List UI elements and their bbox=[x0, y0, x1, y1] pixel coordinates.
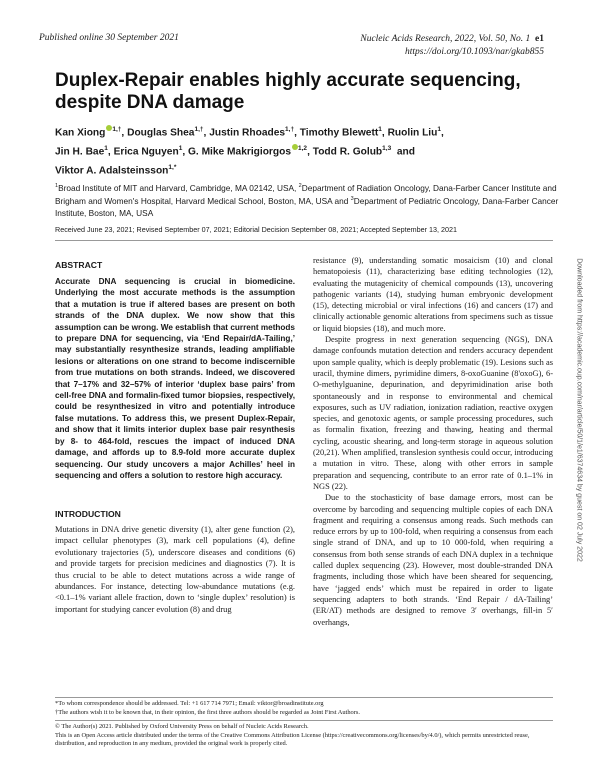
footnote-divider bbox=[55, 697, 553, 698]
author-name: Kan Xiong bbox=[55, 127, 106, 139]
author-name: Timothy Blewett bbox=[299, 127, 379, 139]
introduction-heading: INTRODUCTION bbox=[55, 509, 121, 519]
abstract-heading: ABSTRACT bbox=[55, 260, 103, 270]
journal-citation: Nucleic Acids Research, 2022, Vol. 50, No. 1 bbox=[360, 34, 531, 44]
license-text: This is an Open Access article distributed under the terms of the Creative Commons Attribution License (https://creativecommons.org/licenses/by/4.0/), which permits unrestricted reuse, distribution, and reproduction in any medium, provided the original work is properly cited. bbox=[55, 731, 530, 748]
license-block bbox=[55, 723, 560, 749]
author-name: Douglas Shea bbox=[127, 127, 195, 139]
submission-dates: Received June 23, 2021; Revised September 07, 2021; Editorial Decision September 08, 2021; Accepted September 13, 2021 bbox=[55, 225, 457, 234]
author-conjunction: and bbox=[396, 146, 415, 158]
author-name: Erica Nguyen bbox=[113, 146, 179, 158]
paragraph: Despite progress in next generation sequencing (NGS), DNA damage confounds mutation detection and renders accuracy dependent upon sample quality, which is deeply problematic (19). Lesions such as uracil, thymine dimers, pyrimidine dimers, 8-oxoGuanine (8'oxoG), 6-O-methylguanine, depurination, and depyrimidination arise both spontaneously and in response to environmental and chemical exposures, such as UV radiation, ionization radiation, reactive oxygen species, and genotoxic agents, or sample processing procedures, such as formalin fixation, freezing and thawing, heating and thermal cycling, acoustic shearing, and long-term storage in aqueous solution (20,21). When amplified, translesion synthesis could occur, introducing a mutation in vitro. These, along with other errors in sample preparation and sequencing, contribute to an error rate of 0.1–1% in NGS (22). bbox=[313, 335, 553, 491]
joint-author-note: †The authors wish it to be known that, in their opinion, the first three authors should be regarded as Joint First Authors. bbox=[55, 708, 360, 716]
introduction-text: Mutations in DNA drive genetic diversity (1), alter gene function (2), impact cellular phenotypes (3), mark cell populations (4), define evolutionary trajectories (5), underscore diseases and conditions (6) and provide targets for precision medicines and diagnostics (7). It is thus crucial to be able to detect mutations across a wide range of abundances. For instance, detecting low-abundance mutations (e.g. <0.1–1% variant allele fraction, down to ‘single duplex’ resolution) is important for studying cancer evolution (8) and drug bbox=[55, 525, 295, 614]
paragraph: resistance (9), understanding somatic mosaicism (10) and clonal hematopoiesis (11), characterizing base editing technologies (12), evaluating the mutagenicity of chemical compounds (13), uncovering pathogenic variants (14), studying human embryonic development (15), detecting microbial or viral infections (16) and cancers (17) and clinically actionable genomic alterations from specimens such as tissue or liquid biopsies (18), and much more. bbox=[313, 256, 553, 333]
paragraph: Due to the stochasticity of base damage errors, most can be overcome by barcoding and sequencing multiple copies of each DNA fragment and requiring a consensus among reads. Such methods can reduce errors by up to 100-fold, when requiring a consensus from each single strand of DNA, and up to 10 000-fold, when requiring a consensus from both sense strands of each DNA duplex in a technique called duplex sequencing (23). However, most double-stranded DNA fragments, including those which have been sheared for sequencing, have ‘jagged ends’ which must be repaired in order to ligate sequencing adapters to both strands. ‘End Repair / dA-Tailing’ (ER/AT) methods are designed to remove 3′ overhangs, fill-in 5′ overhangs, bbox=[313, 493, 553, 627]
divider bbox=[55, 240, 553, 241]
affiliations: $^1$Broad Institute of MIT and Harvard, Cambridge, MA 02142, USA, $^2$Department of Radiation Oncology, Dana-Farber Cancer Institute and Brigham and Women's Hospital, Harvard Medical School, Boston, MA, USA and $^3$Department of Pediatric Oncology, Dana-Farber Cancer Institute, Boston, MA, USA bbox=[55, 182, 559, 218]
published-date: Published online 30 September 2021 bbox=[39, 33, 179, 43]
abstract-text: Accurate DNA sequencing is crucial in biomedicine. Underlying the most accurate methods is the assumption that a mutation is true if altered bases are present on both strands of the DNA duplex. We now show that this assumption can be wrong. We establish that current methods to prepare DNA for sequencing, via ‘End Repair/dA-Tailing,’ may substantially resynthesize strands, leading amplifiable lesions or alterations on one strand to become indiscernible from true mutations on both strands. Indeed, we discovered that 7–17% and 32–57% of interior ‘duplex base pairs’ from cell-free DNA and formalin-fixed tumor biopsies, respectively, could be resynthesized in vitro and potentially introduce false mutations. To address this, we present Duplex-Repair, and show that it limits interior duplex base pair resynthesis by 8- to 464-fold, rescues the impact of induced DNA damage, and affords up to 8.9-fold more accurate duplex sequencing. Our study uncovers a major Achilles’ heel in sequencing and offers a solution to restore high accuracy. bbox=[55, 277, 295, 480]
author-name: Justin Rhoades bbox=[209, 127, 286, 139]
author-name: Jin H. Bae bbox=[55, 146, 105, 158]
doi-link[interactable]: https://doi.org/10.1093/nar/gkab855 bbox=[405, 47, 544, 57]
journal-header bbox=[360, 33, 544, 59]
article-page-id: e1 bbox=[535, 34, 544, 44]
author-list: Kan Xiong $^{1,\dagger}$, Douglas Shea$^{1,\dagger}$, Justin Rhoades$^{1,\dagger}$, Timothy Blewett$^1$, Ruolin Liu$^1$, Jin H. Bae$^1$, Erica Nguyen$^1$, G. Mike Makrigiorgos $^{1,2}$, Todd R. Golub$^{1,3}$ and Viktor A. Adalsteinsson$^{1,*}$ bbox=[55, 126, 444, 177]
author-name: G. Mike Makrigiorgos bbox=[187, 146, 292, 158]
download-watermark: Downloaded from https://academic.oup.com/nar/article/50/1/e1/6374634 by guest on 02 July 2022 bbox=[575, 258, 583, 562]
author-name: Todd R. Golub bbox=[312, 146, 383, 158]
author-name: Viktor A. Adalsteinsson bbox=[55, 165, 169, 177]
body-column-right bbox=[313, 255, 553, 628]
correspondence-note: *To whom correspondence should be addressed. Tel: +1 617 714 7971; Email: viktor@broadinstitute.org bbox=[55, 700, 324, 707]
footnotes bbox=[55, 700, 560, 717]
author-name: Ruolin Liu bbox=[387, 127, 438, 139]
article-title: Duplex-Repair enables highly accurate sequencing, despite DNA damage bbox=[55, 70, 521, 113]
copyright-line: © The Author(s) 2021. Published by Oxford University Press on behalf of Nucleic Acids Research. bbox=[55, 723, 309, 730]
license-divider bbox=[55, 720, 553, 721]
